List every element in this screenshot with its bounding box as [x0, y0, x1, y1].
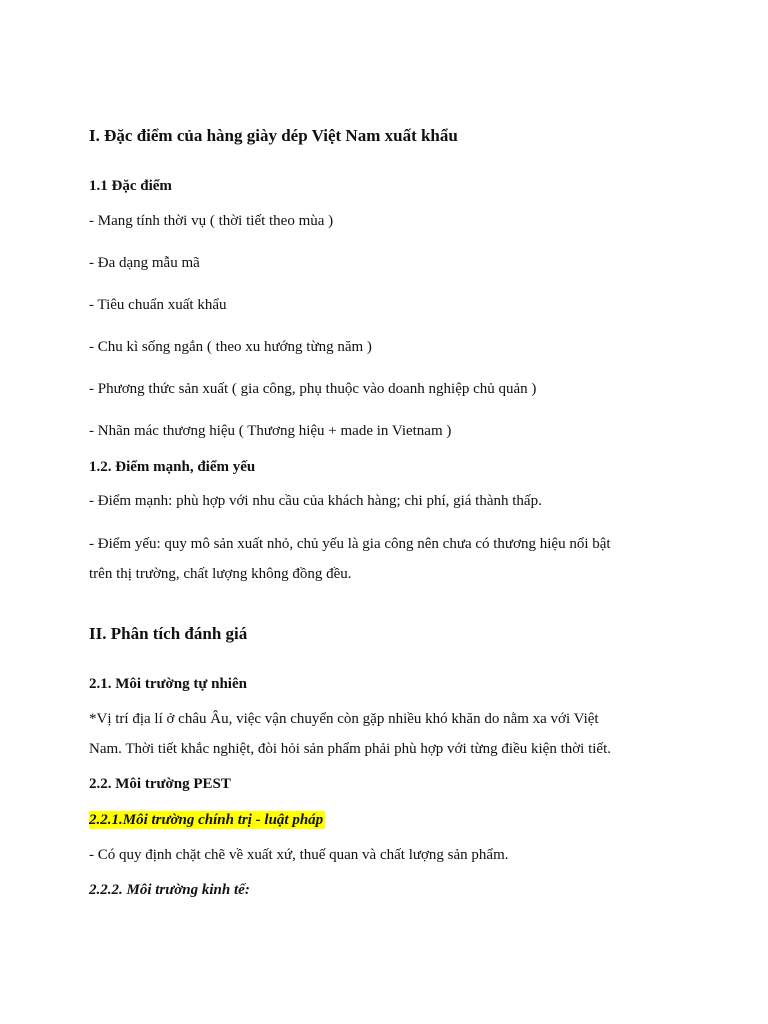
section-1-title: I. Đặc điểm của hàng giày dép Việt Nam xuất khẩu [89, 126, 458, 145]
natural-env-text-line-2: Nam. Thời tiết khắc nghiệt, đòi hỏi sản phẩm phải phù hợp với từng điều kiện thời tiết. [89, 741, 612, 757]
natural-env-text-line-1: *Vị trí địa lí ở châu Âu, việc vận chuyển còn gặp nhiều khó khăn do nằm xa với Việt [89, 711, 599, 727]
strengths-text: - Điểm mạnh: phù hợp với nhu cầu của khách hàng; chi phí, giá thành thấp. [89, 493, 542, 509]
subsection-2-2-2-heading: 2.2.2. Môi trường kinh tế: [89, 882, 250, 898]
subsection-1-2-heading: 1.2. Điểm mạnh, điểm yếu [89, 459, 256, 475]
political-legal-text: - Có quy định chặt chẽ về xuất xứ, thuế quan và chất lượng sản phẩm. [89, 847, 509, 863]
list-item: - Mang tính thời vụ ( thời tiết theo mùa ) [89, 213, 334, 229]
subsection-2-1-heading: 2.1. Môi trường tự nhiên [89, 676, 247, 692]
list-item: - Nhãn mác thương hiệu ( Thương hiệu + made in Vietnam ) [89, 423, 452, 439]
list-item: - Đa dạng mẫu mã [89, 255, 200, 271]
highlighted-heading-text: 2.2.1.Môi trường chính trị - luật pháp [89, 812, 324, 828]
list-item: - Phương thức sản xuất ( gia công, phụ thuộc vào doanh nghiệp chủ quản ) [89, 381, 537, 397]
subsection-2-2-heading: 2.2. Môi trường PEST [89, 776, 231, 792]
list-item: - Tiêu chuẩn xuất khẩu [89, 297, 227, 313]
subsection-1-1-heading: 1.1 Đặc điểm [89, 178, 172, 194]
weaknesses-text-line-1: - Điểm yếu: quy mô sản xuất nhỏ, chủ yếu là gia công nên chưa có thương hiệu nổi bật [89, 536, 611, 552]
weaknesses-text-line-2: trên thị trường, chất lượng không đồng đều. [89, 566, 352, 582]
section-2-title: II. Phân tích đánh giá [89, 624, 248, 643]
subsection-2-2-1-heading [89, 810, 325, 830]
list-item: - Chu kì sống ngắn ( theo xu hướng từng năm ) [89, 339, 372, 355]
